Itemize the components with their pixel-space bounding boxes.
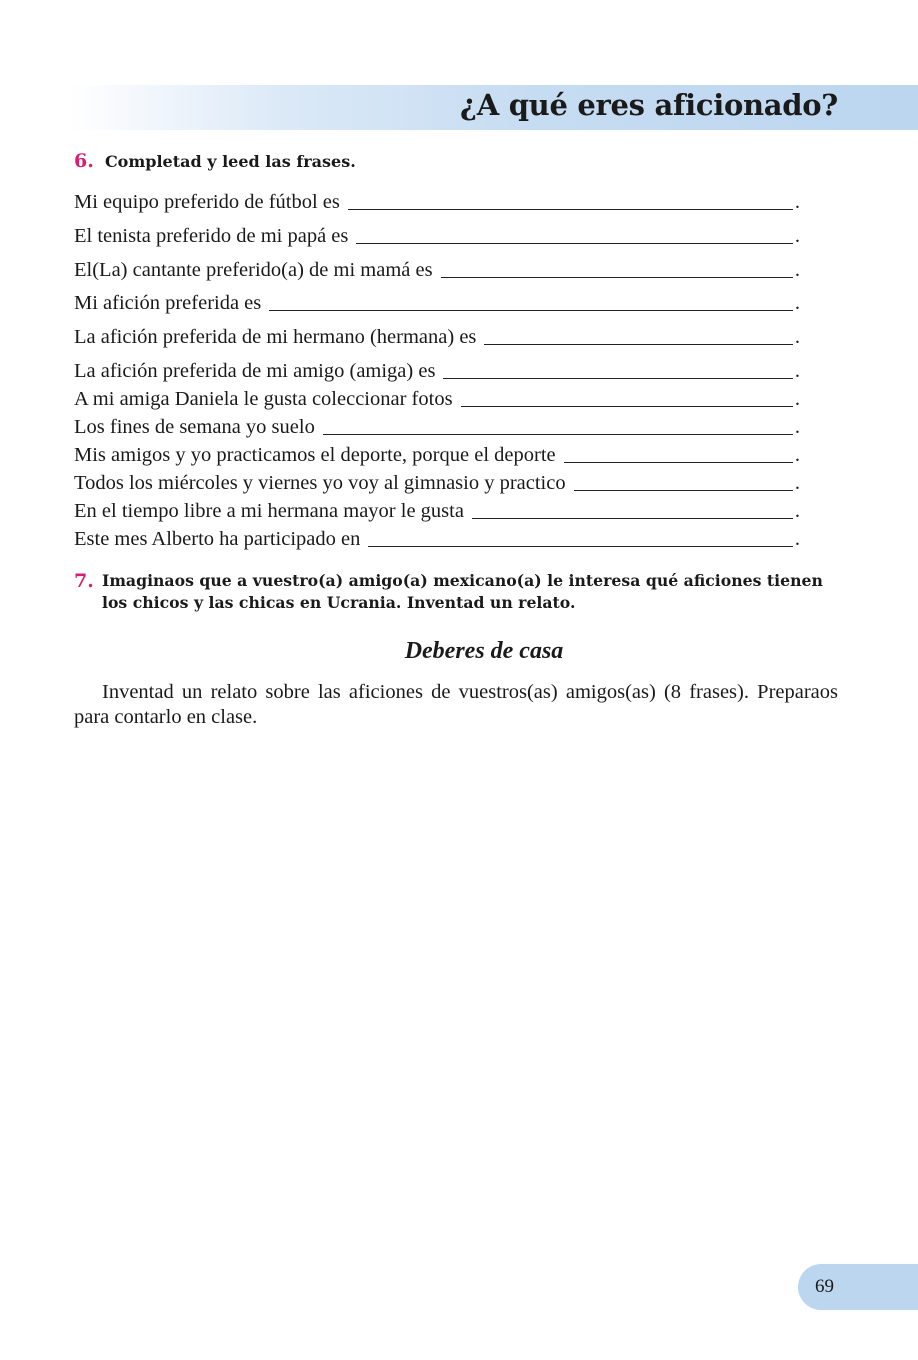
sentence-row (74, 441, 800, 467)
answer-blank (574, 489, 793, 491)
sentence-row (74, 469, 800, 495)
sentence-end: . (794, 528, 800, 550)
answer-blank (269, 309, 793, 311)
sentence-row (74, 385, 800, 411)
sentence-end: . (794, 388, 800, 410)
sentence-stem: La afición preferida de mi amigo (amiga) es (74, 360, 436, 382)
sentence-end: . (794, 500, 800, 522)
sentence-end: . (794, 326, 800, 348)
sentence-row (74, 188, 800, 214)
sentence-stem: Este mes Alberto ha participado en (74, 528, 361, 550)
answer-blank (472, 517, 793, 519)
sentence-end: . (794, 191, 800, 213)
answer-blank (443, 377, 792, 379)
answer-blank (323, 433, 793, 435)
sentence-end: . (794, 292, 800, 314)
sentence-stem: El tenista preferido de mi papá es (74, 225, 349, 247)
page-title: ¿A qué eres aficionado? (460, 88, 838, 122)
sentence-row (74, 525, 800, 551)
sentence-stem: Mi afición preferida es (74, 292, 262, 314)
sentence-stem: El(La) cantante preferido(a) de mi mamá es (74, 259, 433, 281)
sentence-stem: Mis amigos y yo practicamos el deporte, porque el deporte (74, 444, 556, 466)
sentence-end: . (794, 360, 800, 382)
answer-blank (484, 343, 792, 345)
sentence-stem: En el tiempo libre a mi hermana mayor le gusta (74, 500, 464, 522)
task-instruction: Completad y leed las frases. (104, 152, 356, 171)
sentence-row (74, 413, 800, 439)
task-7 (74, 570, 844, 614)
homework-title: Deberes de casa (404, 638, 564, 664)
sentence-stem: A mi amiga Daniela le gusta coleccionar fotos (74, 388, 453, 410)
sentence-row (74, 289, 800, 315)
sentence-end: . (794, 416, 800, 438)
answer-blank (461, 405, 793, 407)
sentence-end: . (794, 472, 800, 494)
sentence-row (74, 222, 800, 248)
sentence-row (74, 357, 800, 383)
sentence-end: . (794, 444, 800, 466)
answer-blank (348, 208, 793, 210)
page-number: 69 (815, 1276, 834, 1297)
task-number: 6. (74, 150, 94, 172)
sentence-stem: Todos los miércoles y viernes yo voy al gimnasio y practico (74, 472, 566, 494)
answer-blank (368, 545, 793, 547)
sentence-row (74, 323, 800, 349)
answer-blank (564, 461, 793, 463)
task-number: 7. (74, 570, 94, 592)
sentence-row (74, 497, 800, 523)
homework-text: Inventad un relato sobre las aficiones de vuestros(as) amigos(as) (8 frases). Preparaos para contarlo en clase. (74, 681, 838, 728)
sentence-row (74, 256, 800, 282)
answer-blank (356, 242, 793, 244)
sentence-stem: Los fines de semana yo suelo (74, 416, 315, 438)
sentence-stem: La afición preferida de mi hermano (hermana) es (74, 326, 477, 348)
sentence-stem: Mi equipo preferido de fútbol es (74, 191, 340, 213)
task-6 (74, 150, 356, 172)
task-instruction: Imaginaos que a vuestro(a) amigo(a) mexicano(a) le interesa qué aficiones tienen los chicos y las chicas en Ucrania. Inventad un relato. (102, 571, 823, 612)
answer-blank (441, 276, 793, 278)
sentence-end: . (794, 259, 800, 281)
sentence-end: . (794, 225, 800, 247)
